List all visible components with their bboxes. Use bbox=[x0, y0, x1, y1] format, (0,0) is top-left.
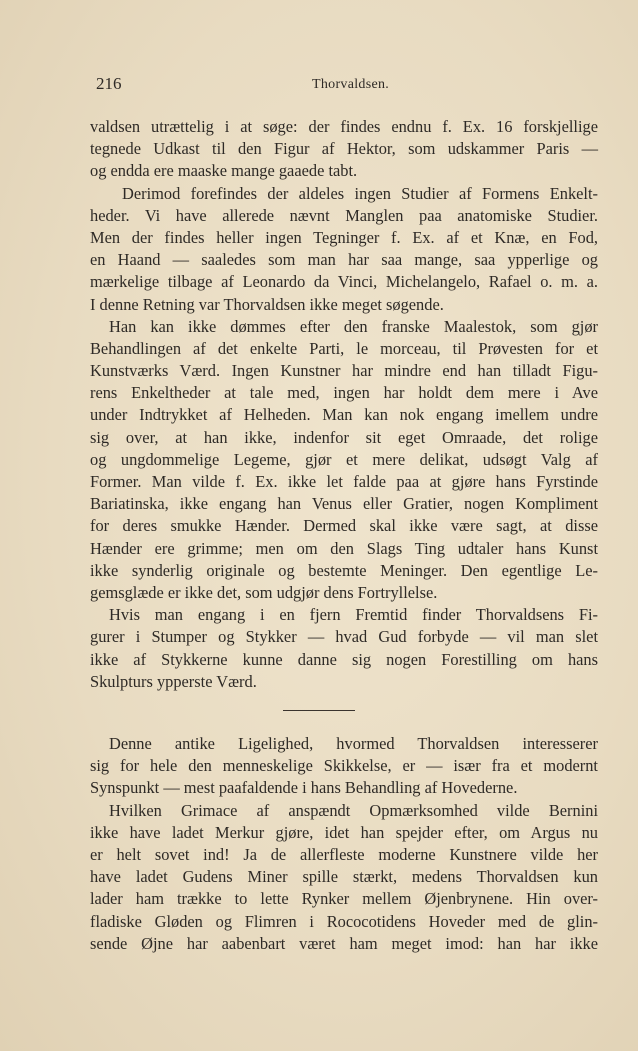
text-line: under Indtrykket af Helheden. Man kan nok engang imellem undre bbox=[90, 405, 598, 425]
paragraph-start-line: Derimod forefindes der aldeles ingen Studier af Formens Enkelt- bbox=[122, 183, 598, 203]
text-line: Bariatinska, ikke engang han Venus eller Gratier, nogen Kompliment bbox=[90, 494, 598, 514]
text-line: tegnede Udkast til den Figur af Hektor, som udskammer Paris — bbox=[90, 139, 598, 159]
text-line: I denne Retning var Thorvaldsen ikke meget søgende. bbox=[90, 294, 444, 314]
text-line: Behandlingen af det enkelte Parti, le morceau, til Prøvesten for et bbox=[90, 338, 598, 358]
text-line: og ungdommelige Legeme, gjør et mere delikat, udsøgt Valg af bbox=[90, 449, 598, 469]
text-line: og endda ere maaske mange gaaede tabt. bbox=[90, 161, 358, 181]
text-line: mærkelige tilbage af Leonardo da Vinci, Michelangelo, Rafael o. m. a. bbox=[90, 272, 598, 292]
text-line: en Haand — saaledes som man har saa mange, saa ypperlige og bbox=[90, 250, 598, 270]
text-line: Former. Man vilde f. Ex. ikke let falde paa at gjøre hans Fyrstinde bbox=[90, 472, 598, 491]
text-line: sig over, at han ikke, indenfor sit eget Omraade, det rolige bbox=[90, 427, 598, 447]
text-line: Skulpturs ypperste Værd. bbox=[90, 671, 257, 691]
text-line: Hænder ere grimme; men om den Slags Ting udtaler hans Kunst bbox=[90, 538, 598, 558]
text-line: have ladet Gudens Miner spille stærkt, medens Thorvaldsen kun bbox=[90, 867, 598, 887]
page-header bbox=[96, 74, 598, 98]
text-line: Men der findes heller ingen Tegninger f. Ex. af et Knæ, en Fod, bbox=[90, 227, 598, 247]
text-line: sende Øjne har aabenbart været ham meget imod: han har ikke bbox=[90, 933, 598, 953]
text-section-1 bbox=[90, 116, 598, 693]
paragraph-start-line: Han kan ikke dømmes efter den franske Maalestok, som gjør bbox=[109, 316, 598, 336]
paragraph-start-line: Hvilken Grimace af anspændt Opmærksomhed vilde Bernini bbox=[109, 800, 598, 820]
text-line: Kunstværks Værd. Ingen Kunstner har mindre end han tilladt Figu- bbox=[90, 361, 598, 381]
text-line: rens Enkeltheder at tale med, ingen har holdt dem mere i Ave bbox=[90, 383, 598, 403]
paragraph-start-line: Hvis man engang i en fjern Fremtid finder Thorvaldsens Fi- bbox=[109, 605, 598, 625]
running-title: Thorvaldsen. bbox=[312, 77, 390, 92]
text-line: fladiske Gløden og Flimren i Rococotidens Hoveder med de glin- bbox=[90, 911, 598, 931]
text-line: gemsglæde er ikke det, som udgjør dens Fortryllelse. bbox=[90, 582, 438, 602]
text-line: valdsen utrættelig i at søge: der findes endnu f. Ex. 16 forskjellige bbox=[90, 117, 598, 136]
text-section-2 bbox=[90, 733, 598, 955]
text-line: ikke synderlig originale og bestemte Meninger. Den egentlige Le- bbox=[90, 560, 598, 580]
text-line: Synspunkt — mest paafaldende i hans Behandling af Hovederne. bbox=[90, 778, 518, 798]
page-number: 216 bbox=[96, 74, 122, 93]
text-line: sig for hele den menneskelige Skikkelse, er — især fra et modernt bbox=[90, 756, 598, 776]
text-line: ikke have ladet Merkur gjøre, idet han spejder efter, om Argus nu bbox=[90, 822, 598, 842]
text-line: gurer i Stumper og Stykker — hvad Gud forbyde — vil man slet bbox=[90, 627, 598, 647]
paragraph-start-line: Denne antike Ligelighed, hvormed Thorvaldsen interesserer bbox=[109, 734, 598, 753]
text-line: heder. Vi have allerede nævnt Manglen paa anatomiske Studier. bbox=[90, 205, 598, 225]
text-line: ikke af Stykkerne kunne danne sig nogen Forestilling om hans bbox=[90, 649, 598, 669]
text-line: lader ham trække to lette Rynker mellem Øjenbrynene. Hin over- bbox=[90, 889, 598, 909]
text-line: er helt sovet ind! Ja de allerfleste moderne Kunstnere vilde her bbox=[90, 844, 598, 864]
text-line: for deres smukke Hænder. Dermed skal ikke være sagt, at disse bbox=[90, 516, 598, 536]
section-divider bbox=[283, 710, 355, 711]
